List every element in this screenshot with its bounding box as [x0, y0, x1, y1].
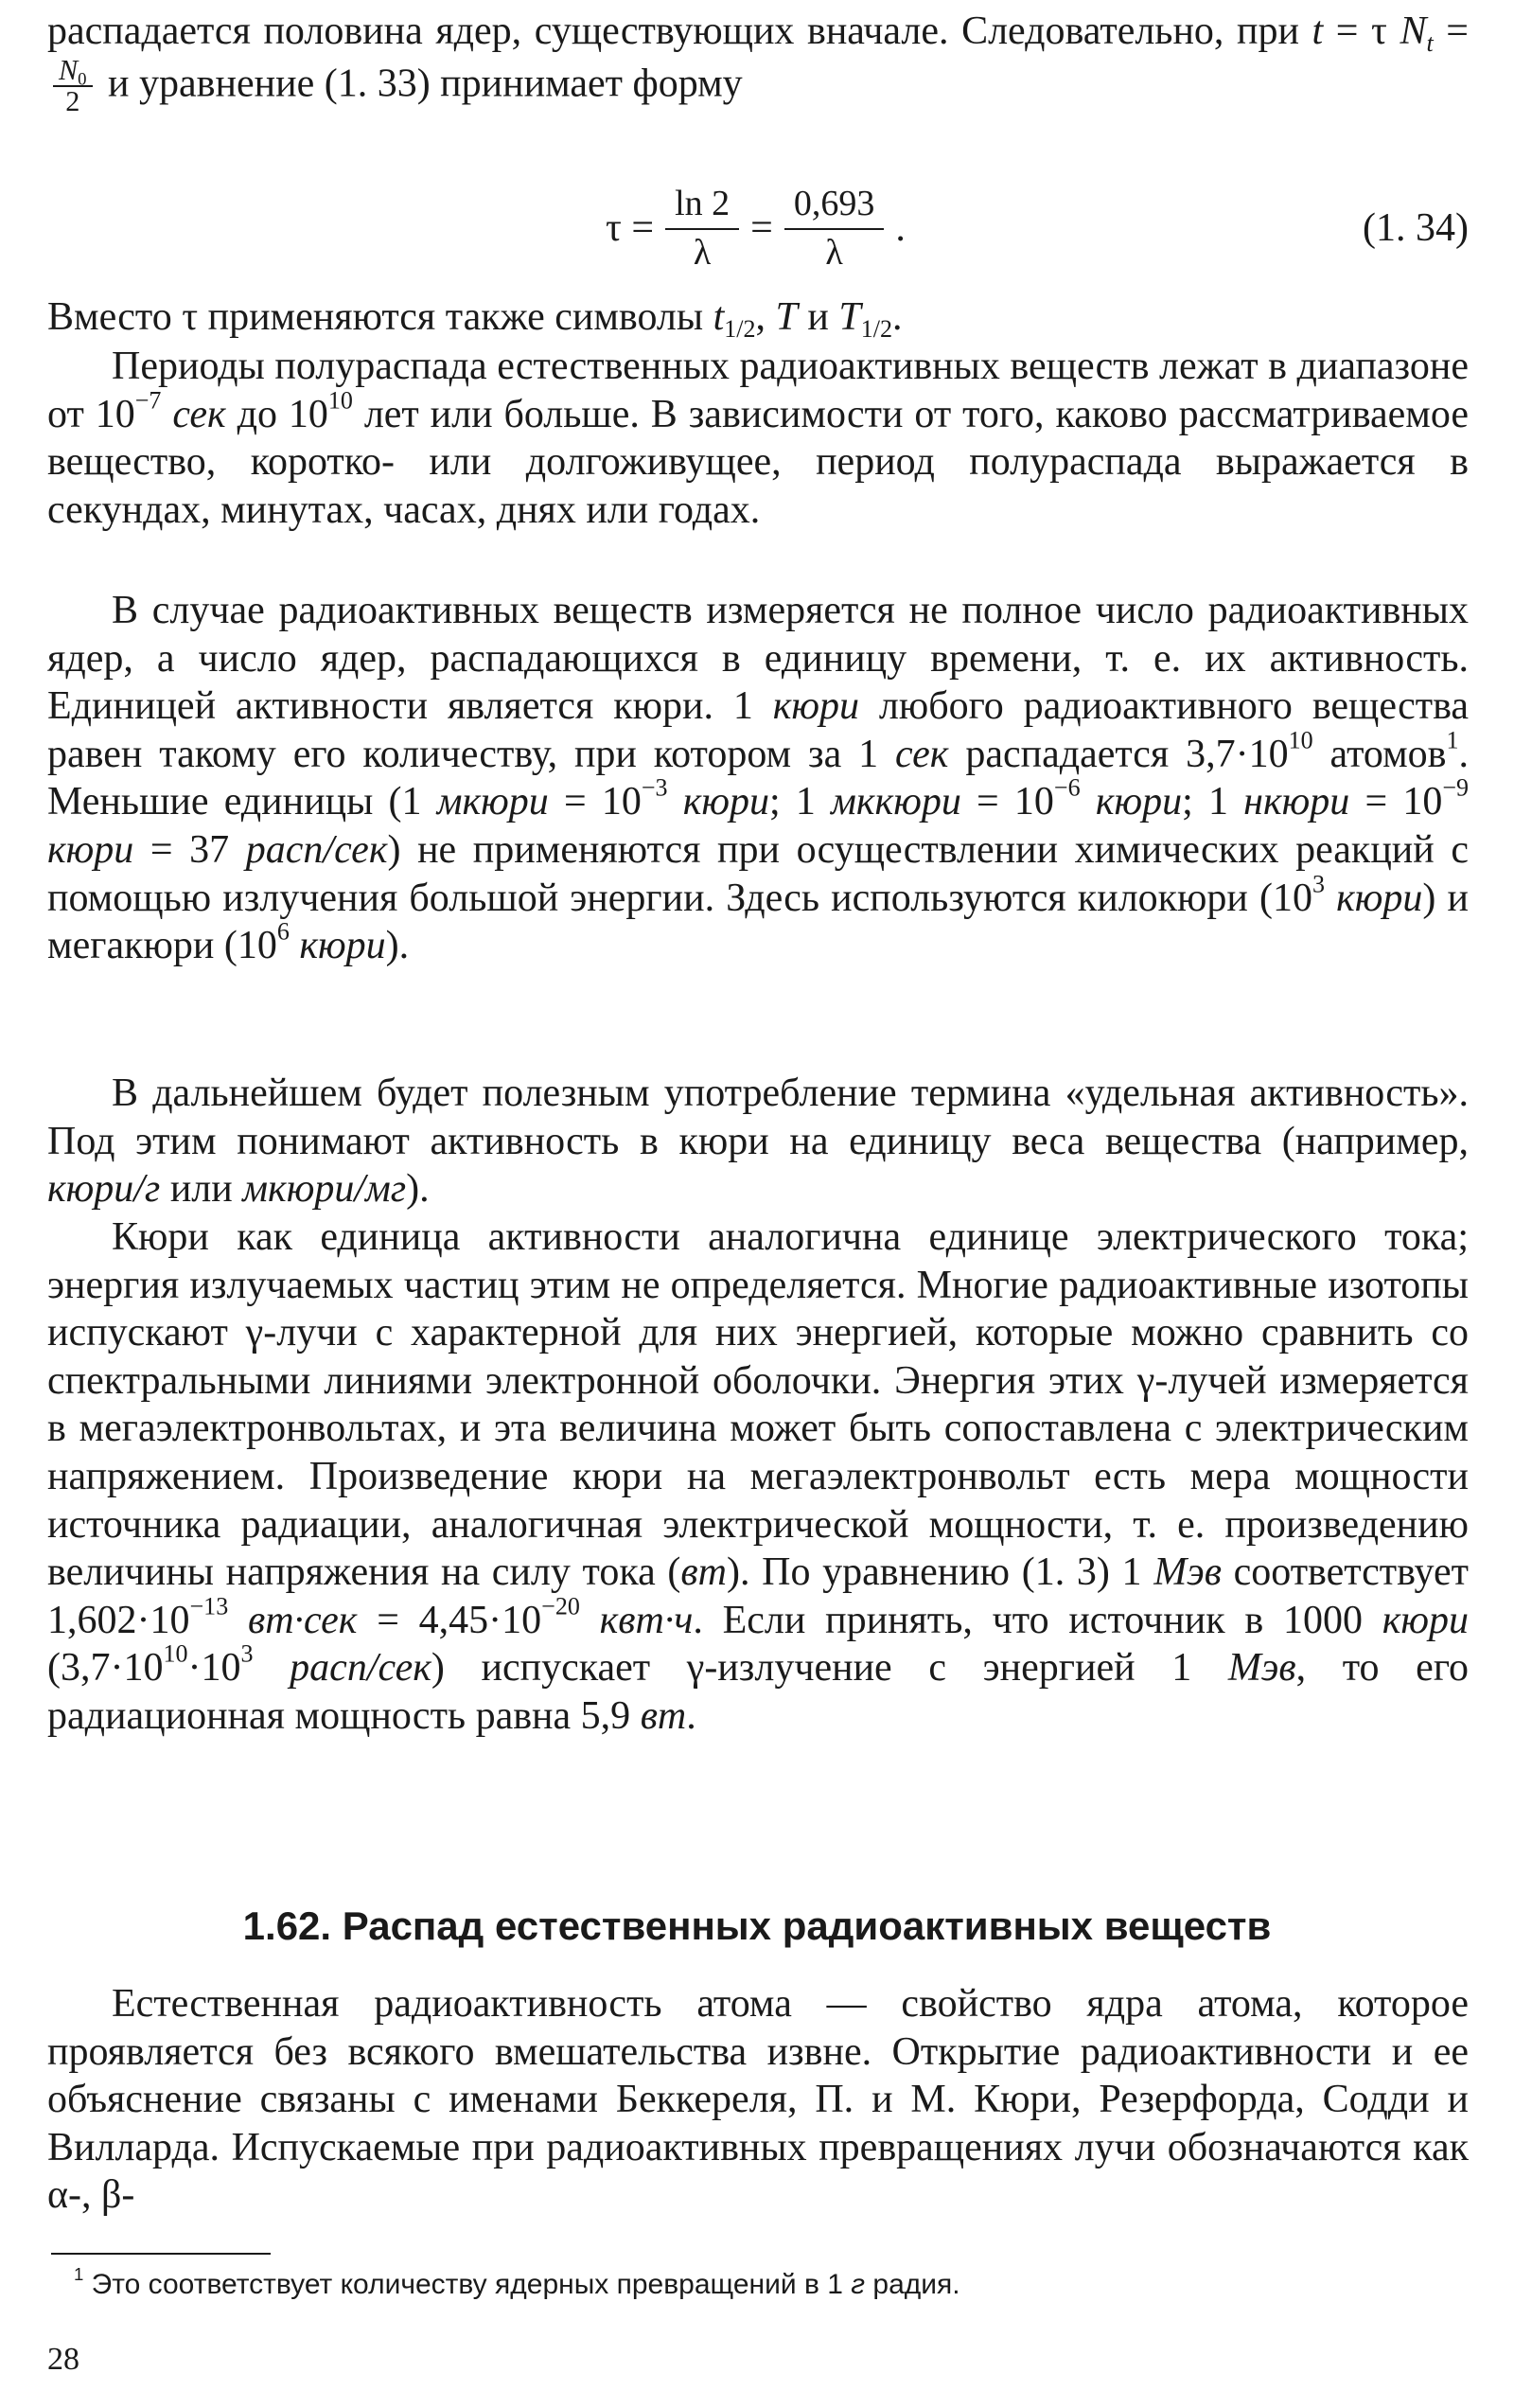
text-run	[1081, 780, 1096, 823]
superscript: −7	[134, 386, 162, 415]
superscript: 10	[327, 386, 353, 415]
text-run: до 10	[225, 392, 328, 436]
text-run: = 10	[960, 780, 1054, 824]
text-run: ) не применяются при осуществлении химических реакций с помощью излучения большой энергии. Здесь используются килокюри (10	[47, 827, 1470, 920]
unit-italic: кюри	[772, 684, 859, 729]
fraction-denominator: λ	[693, 233, 712, 273]
paragraph-natural-radioactivity: Естественная радиоактивность атома — свойство ядра атома, которое проявляется без всякого вмешательства извне. Открытие радиоактивности и ее объяснение связаны с именами Беккереля, П. и М. Кюри, Резерфорда, Содди и Вилларда. Испускаемые при радиоактивных превращениях лучи обозначаются как α-, β-	[47, 1982, 1469, 2218]
inline-fraction	[53, 53, 93, 118]
unit-italic: вт	[640, 1693, 687, 1738]
unit-italic: кюри	[1095, 780, 1183, 824]
footnote-text: Это соответствует количеству ядерных превращений в 1	[83, 2269, 852, 2300]
page-number: 28	[47, 2342, 79, 2377]
unit-italic: кюри	[1382, 1598, 1470, 1642]
text-run: соответствует 1,602·10	[47, 1550, 1469, 1642]
text-run: , то его радиационная мощность равна 5,9	[47, 1646, 1470, 1738]
superscript: 3	[1312, 870, 1326, 898]
formula-lhs: τ =	[606, 206, 655, 250]
math-subscript: 0	[78, 69, 87, 90]
text-run	[580, 1599, 600, 1642]
text-run: Кюри как единица активности аналогична единице электрического тока; энергия излучаемых частиц этим не определяется. Многие радиоактивные изотопы испускают γ-лучи с характерной для них энергией, которые можно сравнить со спектральными линиями электронной оболочки. Энергия этих γ-лучей измеряется в мегаэлектронвольтах, и эта величина может быть сопоставлена с электрическим напряжением. Произведение кюри на мегаэлектронвольт есть мера мощности источника радиации, аналогичная электрической мощности, т. е. произведению величины напряжения на силу тока (	[47, 1215, 1469, 1595]
footnote	[74, 2264, 960, 2302]
unit-italic: кюри/г	[47, 1167, 161, 1212]
superscript: 10	[163, 1639, 188, 1668]
unit-italic: г	[851, 2269, 866, 2300]
text-run: =	[1433, 9, 1469, 53]
paragraph-symbols	[47, 293, 1469, 342]
paragraph-curie	[47, 587, 1469, 970]
unit-italic: мккюри	[831, 780, 961, 824]
fraction-numerator: 0,693	[784, 183, 885, 230]
formula-equals: =	[750, 206, 773, 250]
text-run: ) и мегакюри (10	[47, 876, 1469, 968]
paragraph-half-life-range	[47, 343, 1469, 534]
unit-italic: сек	[172, 392, 226, 436]
fraction-denominator: λ	[825, 233, 843, 273]
unit-italic: вт	[680, 1550, 727, 1595]
text-run: распадается 3,7·10	[948, 732, 1289, 776]
text-run: . Меньшие единицы (1	[47, 732, 1470, 824]
text-run	[254, 1646, 290, 1690]
math-var: t	[1312, 9, 1324, 53]
text-run: распадается половина ядер, существующих вначале. Следовательно, при	[47, 9, 1312, 53]
fraction-numerator	[53, 53, 93, 90]
text-run: ; 1	[1182, 780, 1244, 824]
superscript: 3	[240, 1639, 254, 1668]
math-var: t	[713, 295, 725, 339]
superscript: −20	[541, 1592, 580, 1620]
math-var: N	[1400, 9, 1427, 53]
text-run	[1325, 876, 1336, 920]
superscript: −13	[189, 1592, 229, 1620]
footnote-ref: 1	[1446, 726, 1459, 754]
text-run: .	[892, 295, 903, 339]
text-run: = 37	[133, 827, 246, 872]
paragraph-specific-activity	[47, 1070, 1469, 1213]
unit-italic: Мэв	[1227, 1646, 1296, 1691]
paragraph-gamma-energy	[47, 1213, 1469, 1741]
formula-period: .	[895, 206, 906, 250]
text-run	[161, 393, 172, 436]
unit-italic: квт·ч	[599, 1598, 694, 1642]
equation-number: (1. 34)	[1363, 206, 1469, 250]
text-run: В случае радиоактивных веществ измеряется не полное число радиоактивных ядер, а число ядер, распадающихся в единицу времени, т. е. их активность. Единицей активности является кюри. 1	[47, 589, 1469, 729]
superscript: 10	[1288, 726, 1313, 754]
superscript: −3	[641, 773, 668, 802]
unit-italic: мкюри	[436, 780, 549, 824]
text-run: ,	[755, 295, 776, 339]
text-run: ; 1	[769, 780, 832, 824]
text-run: В дальнейшем будет полезным употребление термина «удельная активность». Под этим понимают активность в кюри на единицу веса вещества (например,	[47, 1071, 1469, 1163]
unit-italic: сек	[895, 732, 949, 776]
superscript: −6	[1053, 773, 1081, 802]
unit-italic: расп/сек	[245, 827, 388, 872]
text-run: = 10	[1349, 780, 1443, 824]
math-subscript: 1/2	[724, 314, 756, 343]
math-var: T	[775, 295, 798, 339]
text-run: ·10	[187, 1646, 241, 1691]
text-run: ).	[406, 1167, 430, 1212]
fraction-numerator: ln 2	[665, 183, 739, 230]
text-run: или	[160, 1167, 243, 1212]
text-run: .	[686, 1693, 696, 1738]
formula-fraction-0693	[784, 183, 885, 274]
section-heading: 1.62. Распад естественных радиоактивных веществ	[242, 1903, 1272, 1948]
footnote-divider	[51, 2253, 271, 2255]
unit-italic: кюри	[299, 924, 386, 968]
math-var: T	[838, 295, 861, 339]
unit-italic: кюри	[47, 827, 134, 872]
unit-italic: Мэв	[1153, 1550, 1222, 1595]
math-var: N	[59, 53, 79, 86]
text-run: ).	[385, 924, 410, 968]
text-run: = 4,45·10	[357, 1598, 542, 1642]
math-subscript: 1/2	[860, 314, 893, 343]
fraction-denominator: 2	[65, 85, 80, 118]
superscript: −9	[1442, 773, 1470, 802]
text-run: = τ	[1323, 9, 1400, 53]
unit-italic: вт·сек	[247, 1598, 358, 1642]
footnote-text: радия.	[865, 2269, 960, 2300]
paragraph-intro	[47, 8, 1469, 117]
unit-italic: нкюри	[1243, 780, 1350, 824]
text-run: Вместо τ применяются также символы	[47, 295, 713, 339]
text-run: атомов	[1312, 732, 1447, 776]
text-run: = 10	[548, 780, 642, 824]
text-run: (3,7·10	[47, 1646, 164, 1691]
formula-1-34	[47, 176, 1469, 280]
text-run: Периоды полураспада естественных радиоактивных веществ лежат в диапазоне от 10	[47, 345, 1469, 436]
formula-fraction-ln2	[665, 183, 739, 274]
formula-expression	[606, 176, 906, 280]
superscript: 6	[276, 917, 290, 946]
text-run: . Если принять, что источник в 1000	[693, 1598, 1382, 1642]
text-run: лет или больше. В зависимости от того, каково рассматриваемое вещество, коротко- или долгоживущее, период полураспада выражается в секундах, минутах, часах, днях или годах.	[47, 392, 1469, 532]
footnote-mark: 1	[74, 2264, 84, 2285]
math-subscript: t	[1426, 28, 1434, 57]
unit-italic: кюри	[1336, 876, 1423, 920]
text-run: и	[797, 295, 839, 339]
text-run: ). По уравнению (1. 3) 1	[726, 1550, 1154, 1595]
unit-italic: расп/сек	[290, 1646, 431, 1691]
text-run	[668, 780, 683, 823]
text-run: любого радиоактивного вещества равен такому его количеству, при котором за 1	[47, 684, 1469, 776]
unit-italic: кюри	[682, 780, 770, 824]
text-run: ) испускает γ-излучение с энергией 1	[431, 1646, 1228, 1691]
text-run	[228, 1599, 248, 1642]
unit-italic: мкюри/мг	[242, 1167, 407, 1212]
text-run	[290, 924, 300, 967]
text-run: и уравнение (1. 33) принимает форму	[97, 61, 743, 105]
